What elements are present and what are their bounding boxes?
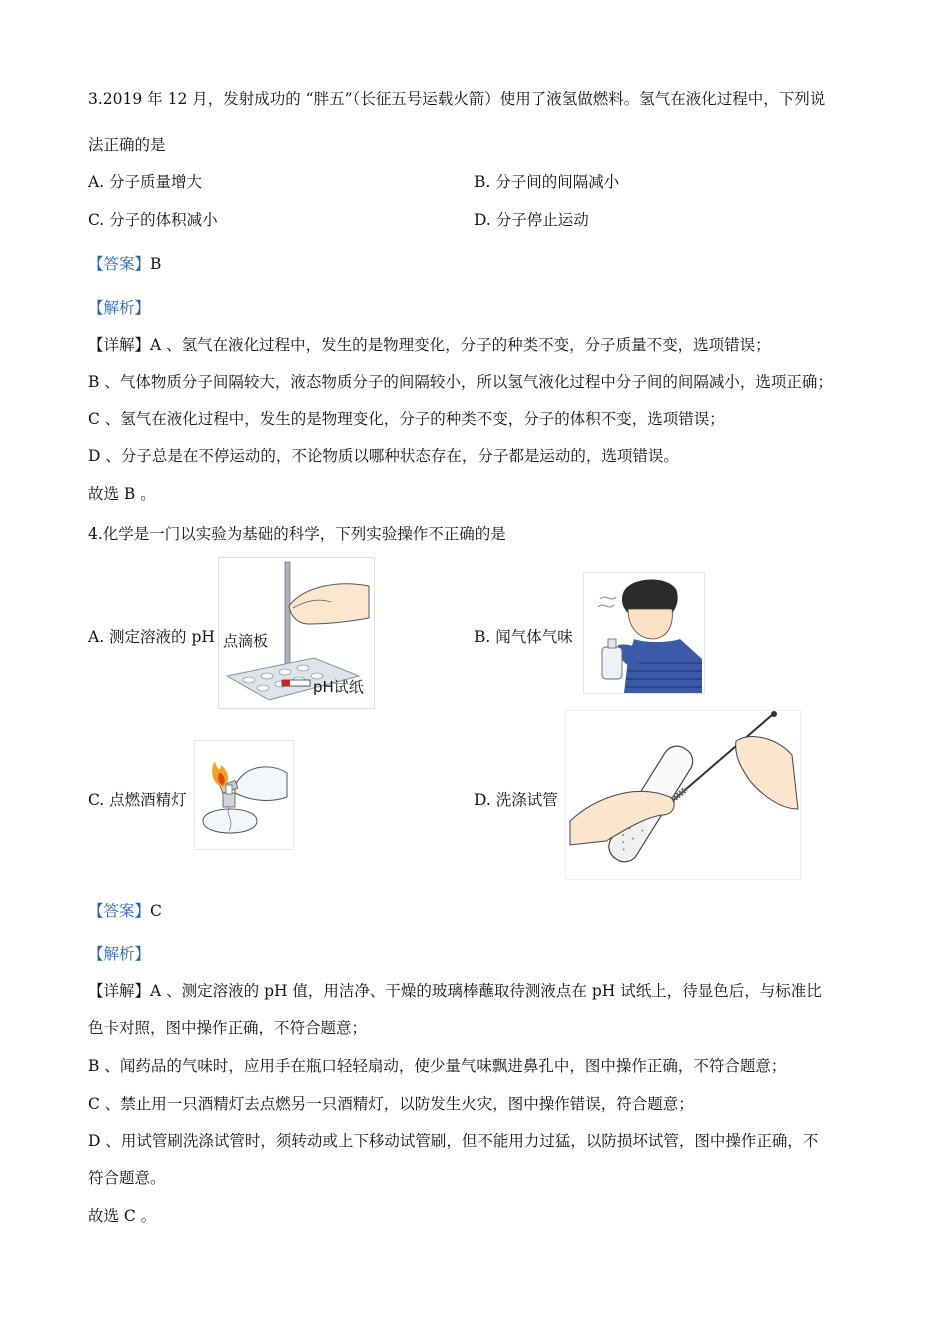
q4-detail-a-text: A 、测定溶液的 pH 值，用洁净、干燥的玻璃棒蘸取待测液点在 pH 试纸上，待显色后，与标准比 xyxy=(150,982,822,1000)
q3-option-a: A. 分子质量增大 xyxy=(88,173,203,191)
answer-value: C xyxy=(150,902,162,920)
q3-detail-a xyxy=(88,333,771,355)
q3-detail-b: B 、气体物质分子间隔较大，液态物质分子的间隔较小，所以氢气液化过程中分子间的间隔减小，选项正确； xyxy=(88,373,833,391)
q3-detail-c: C 、氢气在液化过程中，发生的是物理变化，分子的种类不变，分子的体积不变，选项错误； xyxy=(88,410,725,428)
q4-detail-b: B 、闻药品的气味时，应用手在瓶口轻轻扇动，使少量气味飘进鼻孔中，图中操作正确，不符合题意； xyxy=(88,1057,787,1075)
ph-paper-label: pH试纸 xyxy=(313,678,364,696)
smell-gas-figure xyxy=(583,572,705,694)
q4-detail-a-line2: 色卡对照，图中操作正确，不符合题意； xyxy=(88,1019,368,1037)
q4-detail-c: C 、禁止用一只酒精灯去点燃另一只酒精灯，以防发生火灾，图中操作错误，符合题意； xyxy=(88,1095,694,1113)
alcohol-lamp-figure xyxy=(194,740,294,850)
q3-stem-line2: 法正确的是 xyxy=(88,136,166,154)
q4-option-d: D. 洗涤试管 xyxy=(474,791,558,809)
q4-detail-a-line1 xyxy=(88,979,822,1001)
q3-analysis-tag: 【解析】 xyxy=(88,299,151,317)
q4-detail-d-line2: 符合题意。 xyxy=(88,1169,166,1187)
detail-tag: 【详解】 xyxy=(88,982,151,1000)
q3-detail-a-text: A 、氢气在液化过程中，发生的是物理变化，分子的种类不变，分子质量不变，选项错误； xyxy=(150,336,771,354)
q3-stem-line1: 3.2019 年 12 月，发射成功的 “胖五”（长征五号运载火箭）使用了液氢做燃料。氢气在液化过程中，下列说 xyxy=(88,90,826,108)
q4-option-b: B. 闻气体气味 xyxy=(474,628,573,646)
answer-value: B xyxy=(150,255,162,273)
q3-option-c: C. 分子的体积减小 xyxy=(88,211,218,229)
wash-tube-figure xyxy=(565,710,801,880)
q4-detail-d-line1: D 、用试管刷洗涤试管时，须转动或上下移动试管刷，但不能用力过猛，以防损坏试管，图中操作正确，不 xyxy=(88,1132,819,1150)
q3-answer xyxy=(88,252,161,274)
q3-detail-d: D 、分子总是在不停运动的，不论物质以哪种状态存在，分子都是运动的，选项错误。 xyxy=(88,447,679,465)
q4-conclusion: 故选 C 。 xyxy=(88,1207,157,1225)
q4-option-c: C. 点燃酒精灯 xyxy=(88,791,187,809)
q4-analysis-tag: 【解析】 xyxy=(88,945,151,963)
wash-tube-illustration xyxy=(566,711,800,879)
answer-tag: 【答案】 xyxy=(88,255,151,273)
q3-option-d: D. 分子停止运动 xyxy=(474,211,589,229)
smell-gas-illustration xyxy=(584,573,704,693)
q3-conclusion: 故选 B 。 xyxy=(88,485,156,503)
q3-option-b: B. 分子间的间隔减小 xyxy=(474,173,620,191)
spot-plate-label: 点滴板 xyxy=(223,632,269,650)
q4-option-a: A. 测定溶液的 pH xyxy=(88,628,215,646)
ph-test-figure xyxy=(218,557,375,709)
answer-tag: 【答案】 xyxy=(88,902,151,920)
alcohol-lamp-illustration xyxy=(195,741,293,849)
q4-answer xyxy=(88,899,162,921)
q4-stem: 4.化学是一门以实验为基础的科学，下列实验操作不正确的是 xyxy=(88,525,506,543)
detail-tag: 【详解】 xyxy=(88,336,151,354)
